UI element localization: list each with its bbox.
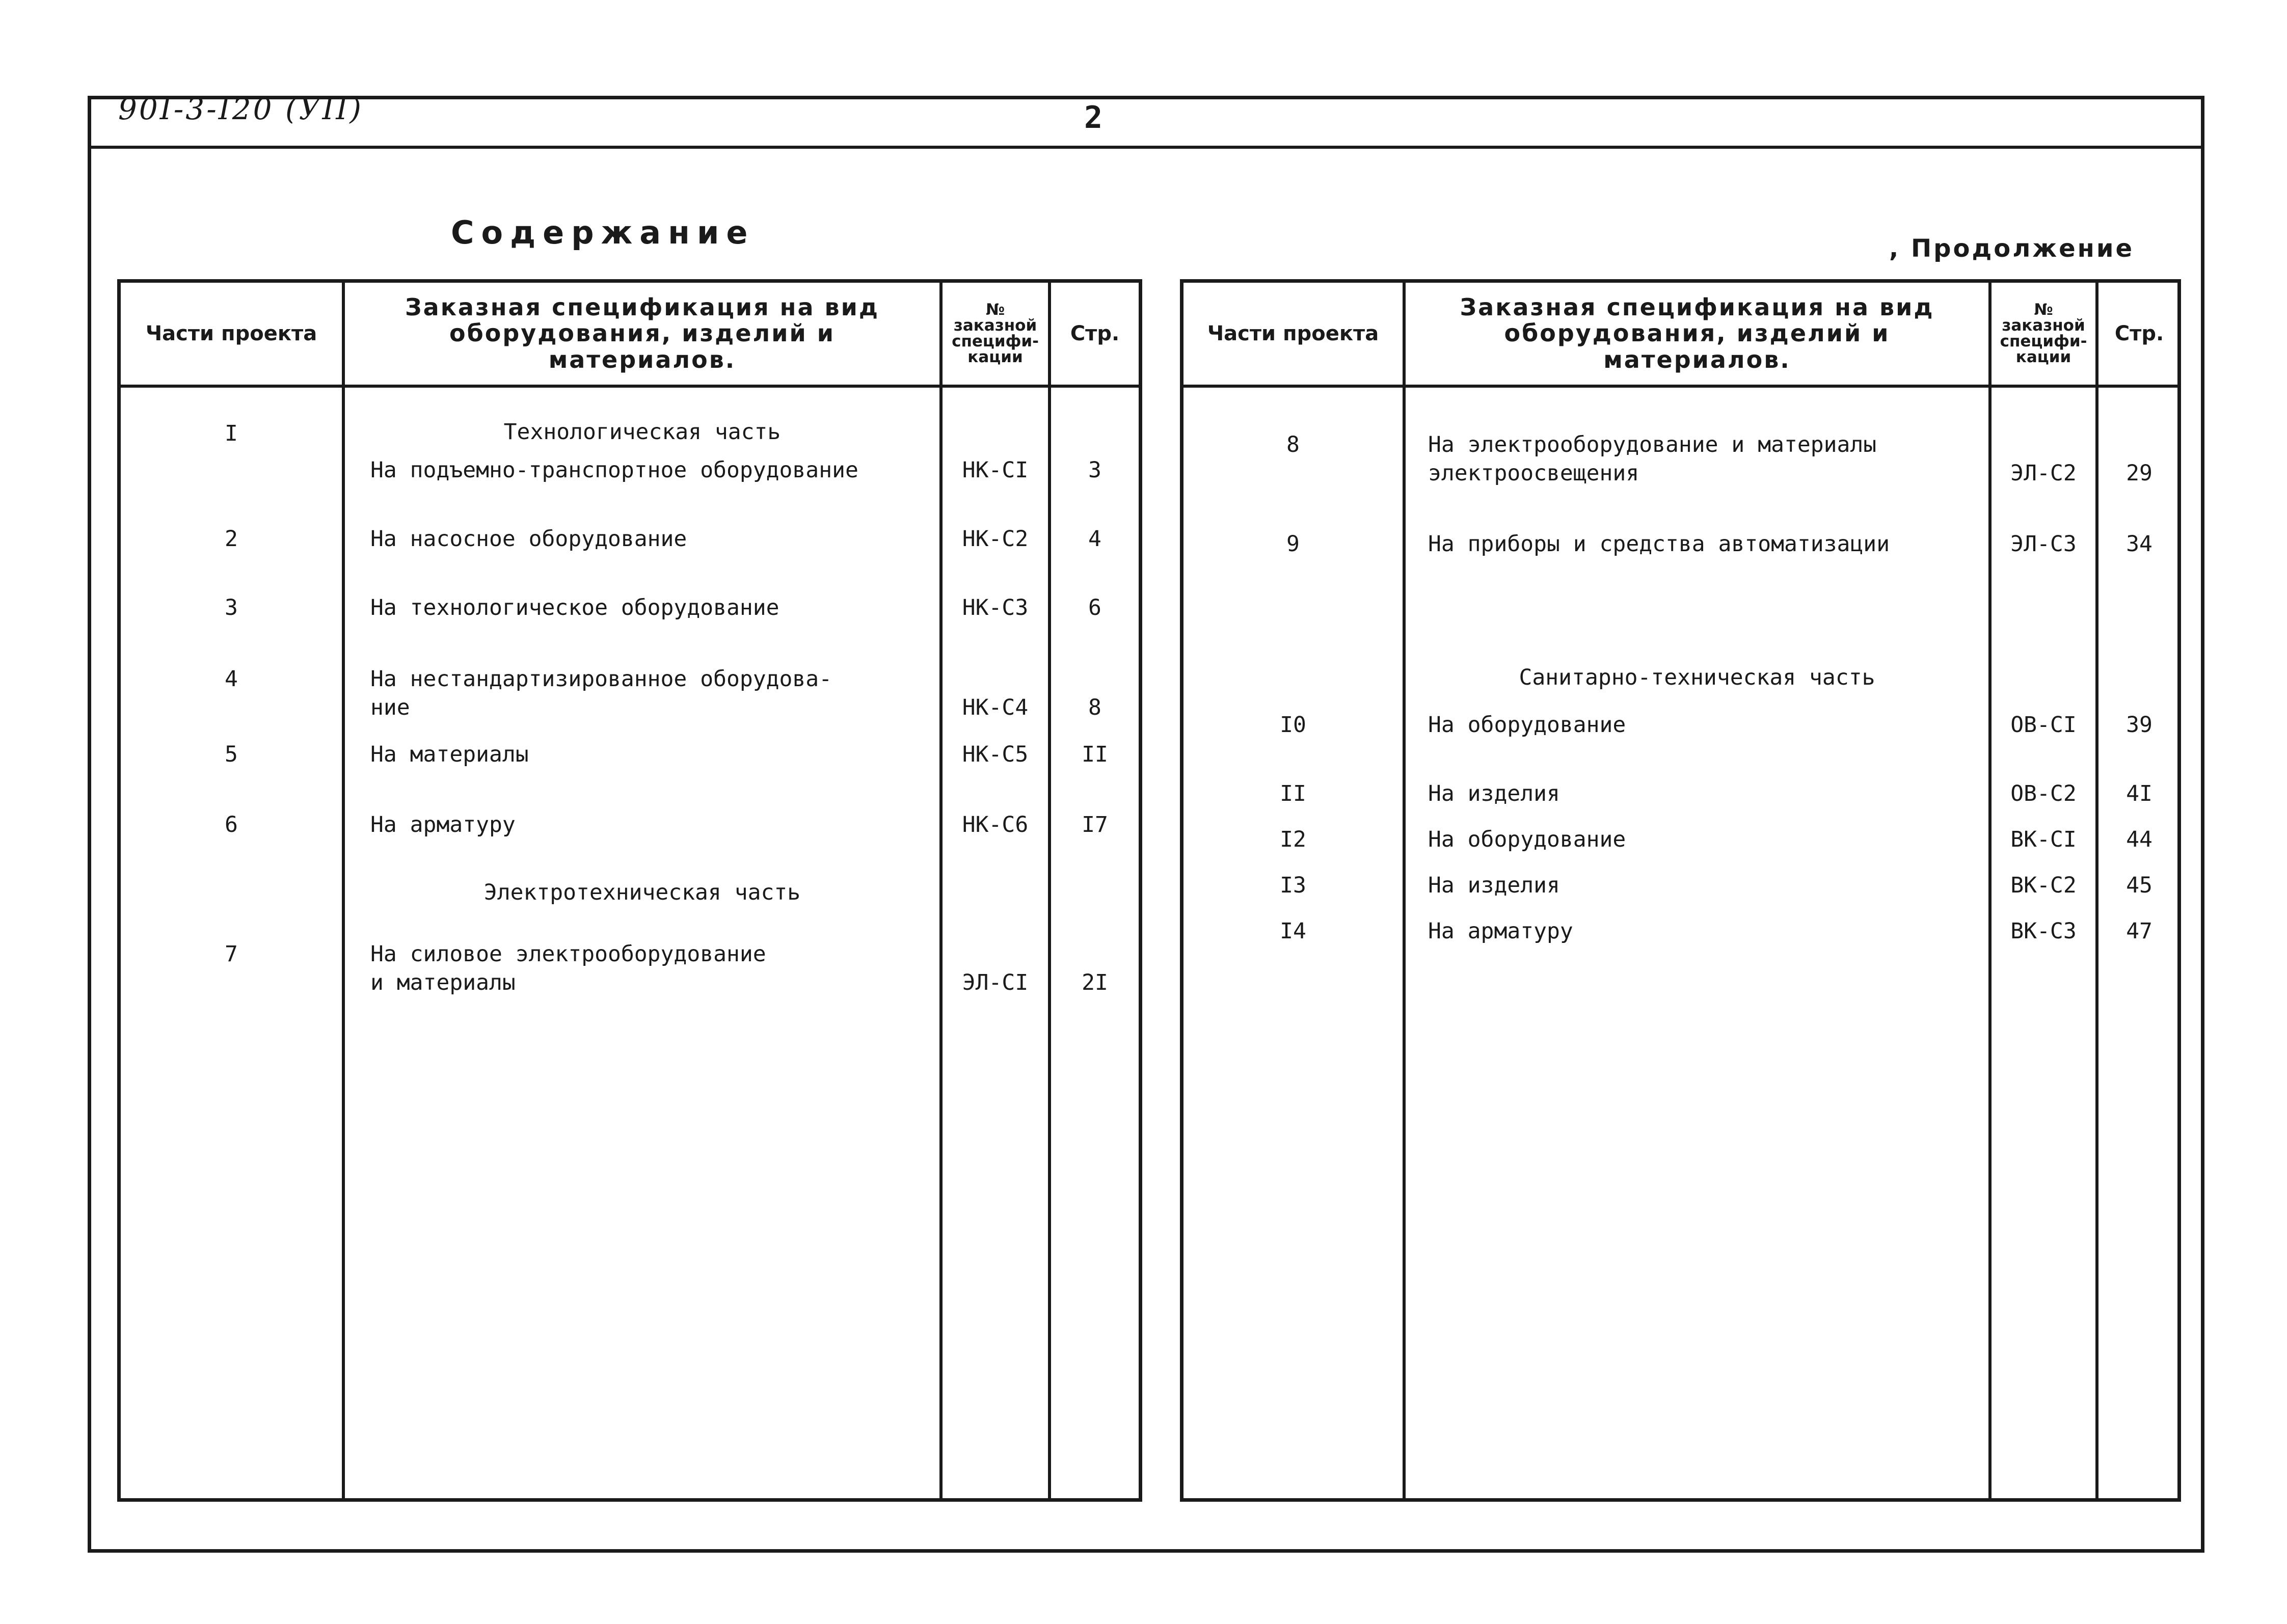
spec-description: На арматуру: [370, 812, 516, 837]
part-number: I2: [1280, 827, 1306, 852]
header-page: Стр.: [1070, 321, 1120, 345]
document-code: 90I-3-I20 (УII): [118, 92, 363, 126]
spec-code: ОВ-С2: [2010, 781, 2077, 806]
header-divider: [121, 385, 1139, 388]
spec-description: На технологическое оборудование: [370, 595, 779, 620]
spec-description: На оборудование: [1428, 827, 1626, 852]
contents-table-right: [1180, 279, 2181, 1502]
header-spec: Заказная спецификация на вид оборудования, изделий и материалов.: [405, 293, 879, 373]
part-number: I0: [1280, 712, 1306, 738]
spec-description: На подъемно-транспортное оборудование: [370, 457, 858, 483]
spec-description: На материалы: [370, 742, 529, 767]
spec-description: На изделия: [1428, 873, 1560, 898]
section-heading-sanitary: Санитарно-техническая часть: [1519, 665, 1875, 690]
page-ref: 4I: [2126, 781, 2153, 806]
page-ref: 45: [2126, 873, 2153, 898]
page-ref: 39: [2126, 712, 2153, 738]
page-ref: I7: [1082, 812, 1108, 837]
spec-description: На насосное оборудование: [370, 526, 687, 552]
part-number: 4: [225, 666, 238, 692]
section-heading-technological: Технологическая часть: [503, 419, 781, 445]
header-spec-no: № заказной спецификации: [952, 301, 1039, 366]
spec-description: На электрооборудование и материалы электроосвещения: [1428, 432, 1877, 486]
page-title: Содержание: [451, 214, 755, 251]
spec-code: НК-С6: [962, 812, 1029, 837]
spec-description: На изделия: [1428, 781, 1560, 806]
continued-label: , Продолжение: [1889, 234, 2135, 263]
page-ref: 8: [1088, 695, 1101, 720]
part-number: 2: [225, 526, 238, 552]
spec-description: На силовое электрооборудование и материалы: [370, 941, 766, 995]
page-ref: 34: [2126, 531, 2153, 557]
spec-description: На арматуру: [1428, 918, 1573, 944]
spec-code: ЭЛ-СI: [962, 970, 1029, 995]
header-page: Стр.: [2114, 321, 2164, 345]
column-divider: [1403, 283, 1406, 1498]
header-part: Части проекта: [145, 321, 317, 345]
part-number: I3: [1280, 873, 1306, 898]
section-heading-electrotechnical: Электротехническая часть: [483, 880, 801, 905]
page-ref: 6: [1088, 595, 1101, 620]
part-number: I: [225, 421, 238, 446]
part-number: 3: [225, 595, 238, 620]
spec-code: НК-С4: [962, 695, 1029, 720]
header-spec-no: № заказной спецификации: [2000, 301, 2087, 366]
page-ref: 2I: [1082, 970, 1108, 995]
part-number: 5: [225, 742, 238, 767]
spec-code: ВК-С2: [2010, 873, 2077, 898]
part-number: I4: [1280, 918, 1306, 944]
header-part: Части проекта: [1207, 321, 1379, 345]
spec-code: ЭЛ-С3: [2010, 531, 2077, 557]
header-spec: Заказная спецификация на вид оборудования, изделий и материалов.: [1460, 293, 1934, 373]
header-divider: [1183, 385, 2177, 388]
part-number: 8: [1286, 432, 1300, 457]
page-number: 2: [1084, 100, 1103, 136]
page-ref: 47: [2126, 918, 2153, 944]
spec-description: На нестандартизированное оборудова- ние: [370, 666, 832, 720]
page-ref: II: [1082, 742, 1108, 767]
contents-table-left: [117, 279, 1142, 1502]
spec-code: ВК-С3: [2010, 918, 2077, 944]
header-separator: [88, 146, 2204, 149]
spec-code: НК-С5: [962, 742, 1029, 767]
part-number: 7: [225, 941, 238, 967]
spec-code: ЭЛ-С2: [2010, 461, 2077, 486]
spec-code: ОВ-СI: [2010, 712, 2077, 738]
page-ref: 4: [1088, 526, 1101, 552]
page-ref: 44: [2126, 827, 2153, 852]
spec-code: НК-СI: [962, 457, 1029, 483]
spec-code: ВК-СI: [2010, 827, 2077, 852]
page-ref: 3: [1088, 457, 1101, 483]
spec-description: На оборудование: [1428, 712, 1626, 738]
part-number: II: [1280, 781, 1306, 806]
part-number: 9: [1286, 531, 1300, 557]
spec-code: НК-С2: [962, 526, 1029, 552]
page-ref: 29: [2126, 461, 2153, 486]
spec-description: На приборы и средства автоматизации: [1428, 531, 1890, 557]
part-number: 6: [225, 812, 238, 837]
spec-code: НК-С3: [962, 595, 1029, 620]
